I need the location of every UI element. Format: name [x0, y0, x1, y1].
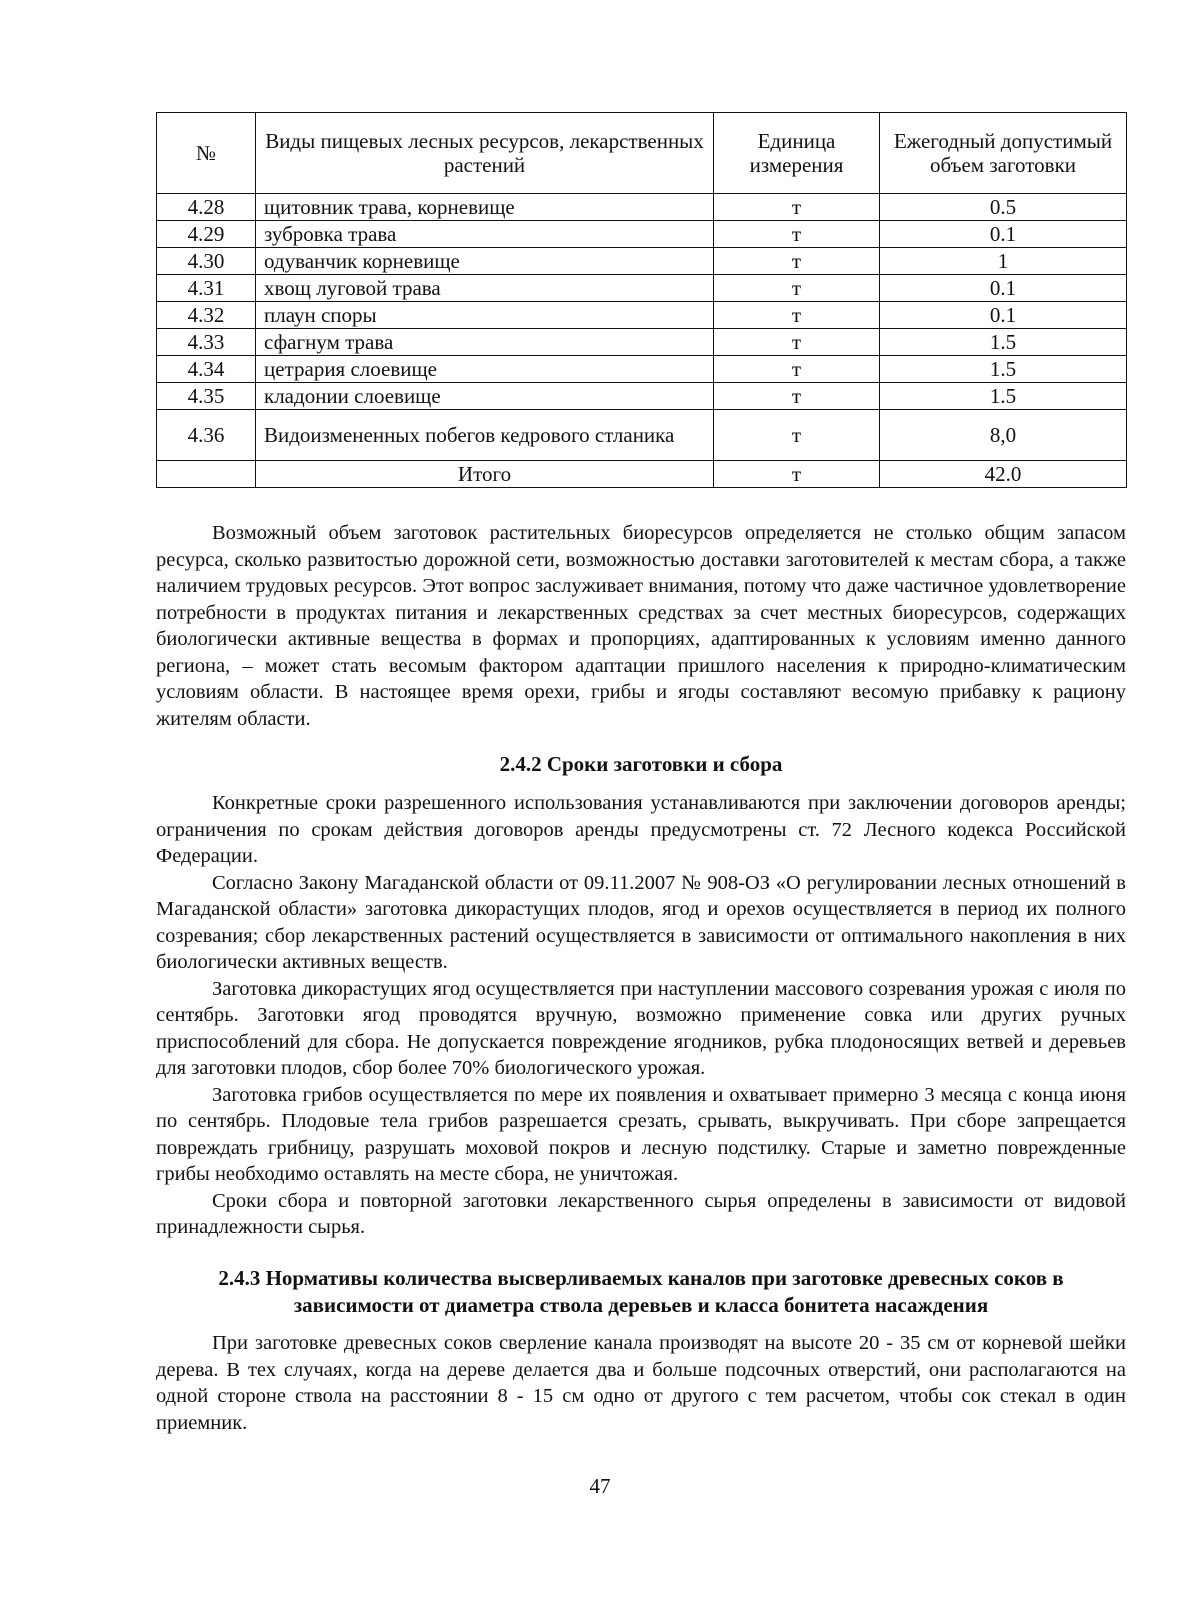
total-num [157, 461, 256, 488]
paragraph: Конкретные сроки разрешенного использования устанавливаются при заключении договоров аренды; ограничения по срокам действия договоров аренды предусмотрены ст. 72 Лесного кодекса Российской Федерации. [156, 792, 1126, 867]
cell-unit: т [714, 329, 880, 356]
cell-name: Видоизмененных побегов кедрового стланика [256, 410, 714, 461]
header-volume: Ежегодный допустимый объем заготовки [880, 113, 1127, 194]
cell-name: плаун споры [256, 302, 714, 329]
cell-name: зубровка трава [256, 221, 714, 248]
resources-table [156, 112, 1127, 488]
cell-num: 4.31 [157, 275, 256, 302]
cell-unit: т [714, 302, 880, 329]
total-volume: 42.0 [880, 461, 1127, 488]
table-row [157, 275, 1127, 302]
cell-volume: 1.5 [880, 383, 1127, 410]
total-label: Итого [256, 461, 714, 488]
cell-volume: 1.5 [880, 356, 1127, 383]
cell-name: хвощ луговой трава [256, 275, 714, 302]
cell-name: одуванчик корневище [256, 248, 714, 275]
table-row [157, 356, 1127, 383]
cell-num: 4.30 [157, 248, 256, 275]
cell-num: 4.33 [157, 329, 256, 356]
cell-num: 4.34 [157, 356, 256, 383]
paragraph: Согласно Закону Магаданской области от 09.11.2007 № 908-ОЗ «О регулировании лесных отношений в Магаданской области» заготовка дикорастущих плодов, ягод и орехов осуществляется в период их полного созревания; сбор лекарственных растений осуществляется в зависимости от оптимального накопления в них биологически активных веществ. [156, 871, 1126, 973]
cell-num: 4.35 [157, 383, 256, 410]
cell-unit: т [714, 221, 880, 248]
cell-volume: 8,0 [880, 410, 1127, 461]
cell-name: сфагнум трава [256, 329, 714, 356]
paragraph: Сроки сбора и повторной заготовки лекарственного сырья определены в зависимости от видовой принадлежности сырья. [156, 1189, 1126, 1238]
cell-num: 4.28 [157, 194, 256, 221]
header-num: № [157, 113, 256, 194]
paragraph: Заготовка дикорастущих ягод осуществляется при наступлении массового созревания урожая с июля по сентябрь. Заготовки ягод проводятся вручную, возможно применение совка или других ручных приспособлений для сбора. Не допускается повреждение ягодников, рубка плодоносящих ветвей и деревьев для заготовки плодов, сбор более 70% биологического урожая. [156, 977, 1126, 1079]
cell-unit: т [714, 194, 880, 221]
table-row [157, 329, 1127, 356]
cell-unit: т [714, 356, 880, 383]
header-unit: Единица измерения [714, 113, 880, 194]
cell-num: 4.36 [157, 410, 256, 461]
paragraph: Заготовка грибов осуществляется по мере их появления и охватывает примерно 3 месяца с конца июня по сентябрь. Плодовые тела грибов разрешается срезать, срывать, выкручивать. При сборе запрещается повреждать грибницу, разрушать моховой покров и лесную подстилку. Старые и заметно поврежденные грибы необходимо оставлять на месте сбора, не уничтожая. [156, 1083, 1126, 1185]
cell-volume: 1 [880, 248, 1127, 275]
page-number: 47 [589, 1474, 611, 1498]
cell-volume: 0.5 [880, 194, 1127, 221]
cell-num: 4.32 [157, 302, 256, 329]
cell-unit: т [714, 383, 880, 410]
table-row [157, 410, 1127, 461]
intro-text [156, 520, 1126, 732]
cell-name: кладонии слоевище [256, 383, 714, 410]
table-row [157, 383, 1127, 410]
cell-unit: т [714, 410, 880, 461]
paragraph: При заготовке древесных соков сверление канала производят на высоте 20 - 35 см от корневой шейки дерева. В тех случаях, когда на дереве делается два и больше подсочных отверстий, они располагаются на одной стороне ствола на расстоянии 8 - 15 см одно от другого с тем расчетом, чтобы сок стекал в один приемник. [156, 1332, 1126, 1434]
table-row [157, 221, 1127, 248]
header-name: Виды пищевых лесных ресурсов, лекарственных растений [256, 113, 714, 194]
cell-volume: 0.1 [880, 302, 1127, 329]
table-row [157, 248, 1127, 275]
section-242-body [156, 790, 1126, 1241]
total-unit: т [714, 461, 880, 488]
section-243-body [156, 1330, 1126, 1436]
intro-paragraph: Возможный объем заготовок растительных биоресурсов определяется не столько общим запасом ресурса, сколько развитостью дорожной сети, возможностью доставки заготовителей к местам сбора, а также наличием трудовых ресурсов. Этот вопрос заслуживает внимания, потому что даже частичное удовлетворение потребности в продуктах питания и лекарственных средствах за счет местных биоресурсов, содержащих биологически активные вещества в формах и пропорциях, адаптированных к условиям именно данного региона, – может стать весомым фактором адаптации пришлого населения к природно-климатическим условиям области. В настоящее время орехи, грибы и ягоды составляют весомую прибавку к рациону жителям области. [156, 522, 1126, 730]
section-243-title: 2.4.3 Нормативы количества высверливаемых каналов при заготовке древесных соков в зависимости от диаметра ствола деревьев и класса бонитета насаждения [218, 1266, 1064, 1317]
table-row [157, 194, 1127, 221]
section-242-title: 2.4.2 Сроки заготовки и сбора [499, 752, 783, 776]
cell-volume: 0.1 [880, 221, 1127, 248]
cell-unit: т [714, 275, 880, 302]
table-row [157, 302, 1127, 329]
cell-volume: 1.5 [880, 329, 1127, 356]
table-header-row [157, 113, 1127, 194]
cell-num: 4.29 [157, 221, 256, 248]
table-total-row [157, 461, 1127, 488]
cell-unit: т [714, 248, 880, 275]
cell-name: цетрария слоевище [256, 356, 714, 383]
cell-name: щитовник трава, корневище [256, 194, 714, 221]
cell-volume: 0.1 [880, 275, 1127, 302]
